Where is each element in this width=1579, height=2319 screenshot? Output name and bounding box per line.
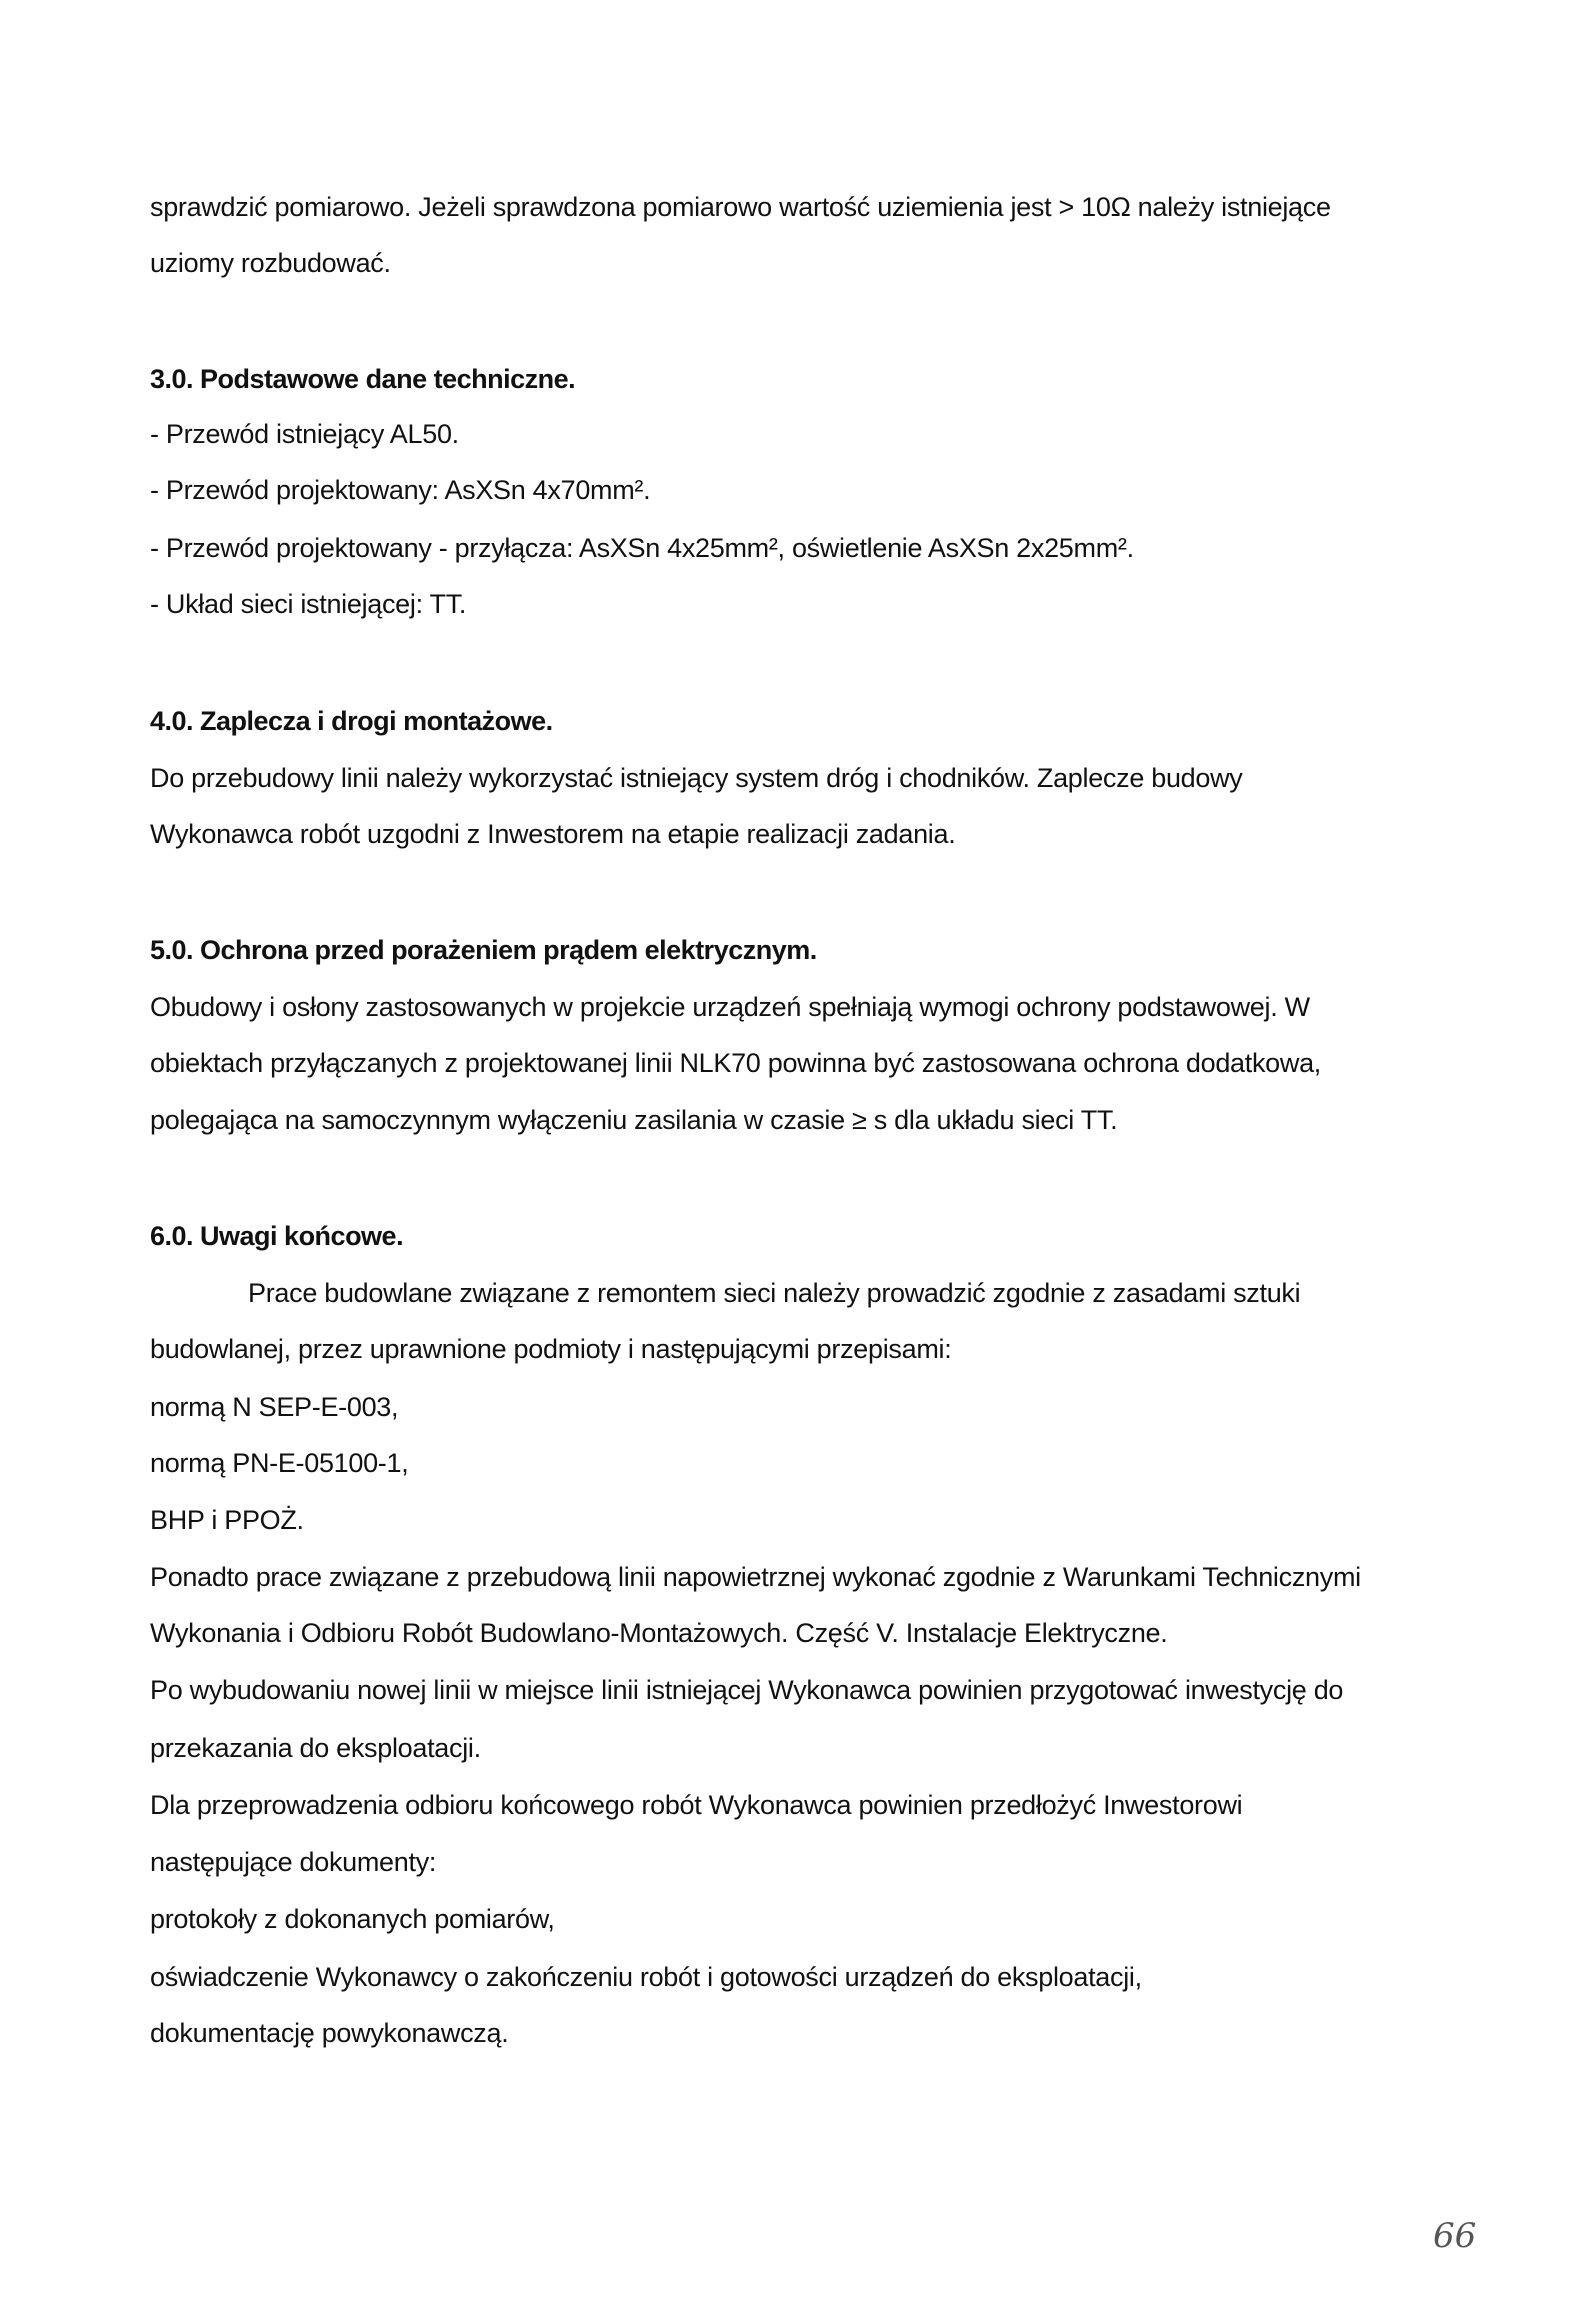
body-line: Wykonawca robót uzgodni z Inwestorem na etapie realizacji zadania. [150, 819, 956, 849]
body-line: Obudowy i osłony zastosowanych w projekcie urządzeń spełniają wymogi ochrony podstawowej. W [150, 992, 1310, 1022]
list-item: normą N SEP-E-003, [150, 1392, 399, 1422]
list-item: normą PN-E-05100-1, [150, 1448, 409, 1478]
section-heading-6: 6.0. Uwagi końcowe. [150, 1221, 404, 1251]
list-item: protokoły z dokonanych pomiarów, [150, 1904, 555, 1934]
list-item: - Przewód projektowany - przyłącza: AsXSn 4x25mm², oświetlenie AsXSn 2x25mm². [150, 533, 1134, 563]
list-item: BHP i PPOŻ. [150, 1505, 304, 1535]
list-item: - Przewód istniejący AL50. [150, 419, 459, 449]
body-line: polegająca na samoczynnym wyłączeniu zasilania w czasie ≥ s dla układu sieci TT. [150, 1105, 1118, 1135]
section-heading-5: 5.0. Ochrona przed porażeniem prądem elektrycznym. [150, 935, 817, 965]
body-line: sprawdzić pomiarowo. Jeżeli sprawdzona pomiarowo wartość uziemienia jest > 10Ω należy istniejące [150, 192, 1331, 222]
body-line: Po wybudowaniu nowej linii w miejsce linii istniejącej Wykonawca powinien przygotować inwestycję do [150, 1675, 1344, 1705]
section-heading-4: 4.0. Zaplecza i drogi montażowe. [150, 706, 553, 736]
body-line: Do przebudowy linii należy wykorzystać istniejący system dróg i chodników. Zaplecze budowy [150, 763, 1243, 793]
body-line: uziomy rozbudować. [150, 248, 391, 278]
page-number-mark: 66 [1433, 2216, 1477, 2256]
body-line: obiektach przyłączanych z projektowanej linii NLK70 powinna być zastosowana ochrona dodatkowa, [150, 1048, 1321, 1078]
body-line: Dla przeprowadzenia odbioru końcowego robót Wykonawca powinien przedłożyć Inwestorowi [150, 1790, 1243, 1820]
list-item: oświadczenie Wykonawcy o zakończeniu robót i gotowości urządzeń do eksploatacji, [150, 1962, 1142, 1992]
list-item: dokumentację powykonawczą. [150, 2018, 509, 2048]
body-line: następujące dokumenty: [150, 1847, 437, 1877]
list-item: - Przewód projektowany: AsXSn 4x70mm². [150, 475, 651, 505]
section-heading-3: 3.0. Podstawowe dane techniczne. [150, 364, 576, 394]
body-line: przekazania do eksploatacji. [150, 1733, 481, 1763]
body-line: Wykonania i Odbioru Robót Budowlano-Montażowych. Część V. Instalacje Elektryczne. [150, 1618, 1168, 1648]
body-line: Prace budowlane związane z remontem sieci należy prowadzić zgodnie z zasadami sztuki [248, 1278, 1301, 1308]
list-item: - Układ sieci istniejącej: TT. [150, 589, 467, 619]
body-line: budowlanej, przez uprawnione podmioty i następującymi przepisami: [150, 1334, 952, 1364]
body-line: Ponadto prace związane z przebudową linii napowietrznej wykonać zgodnie z Warunkami Technicznymi [150, 1562, 1361, 1592]
